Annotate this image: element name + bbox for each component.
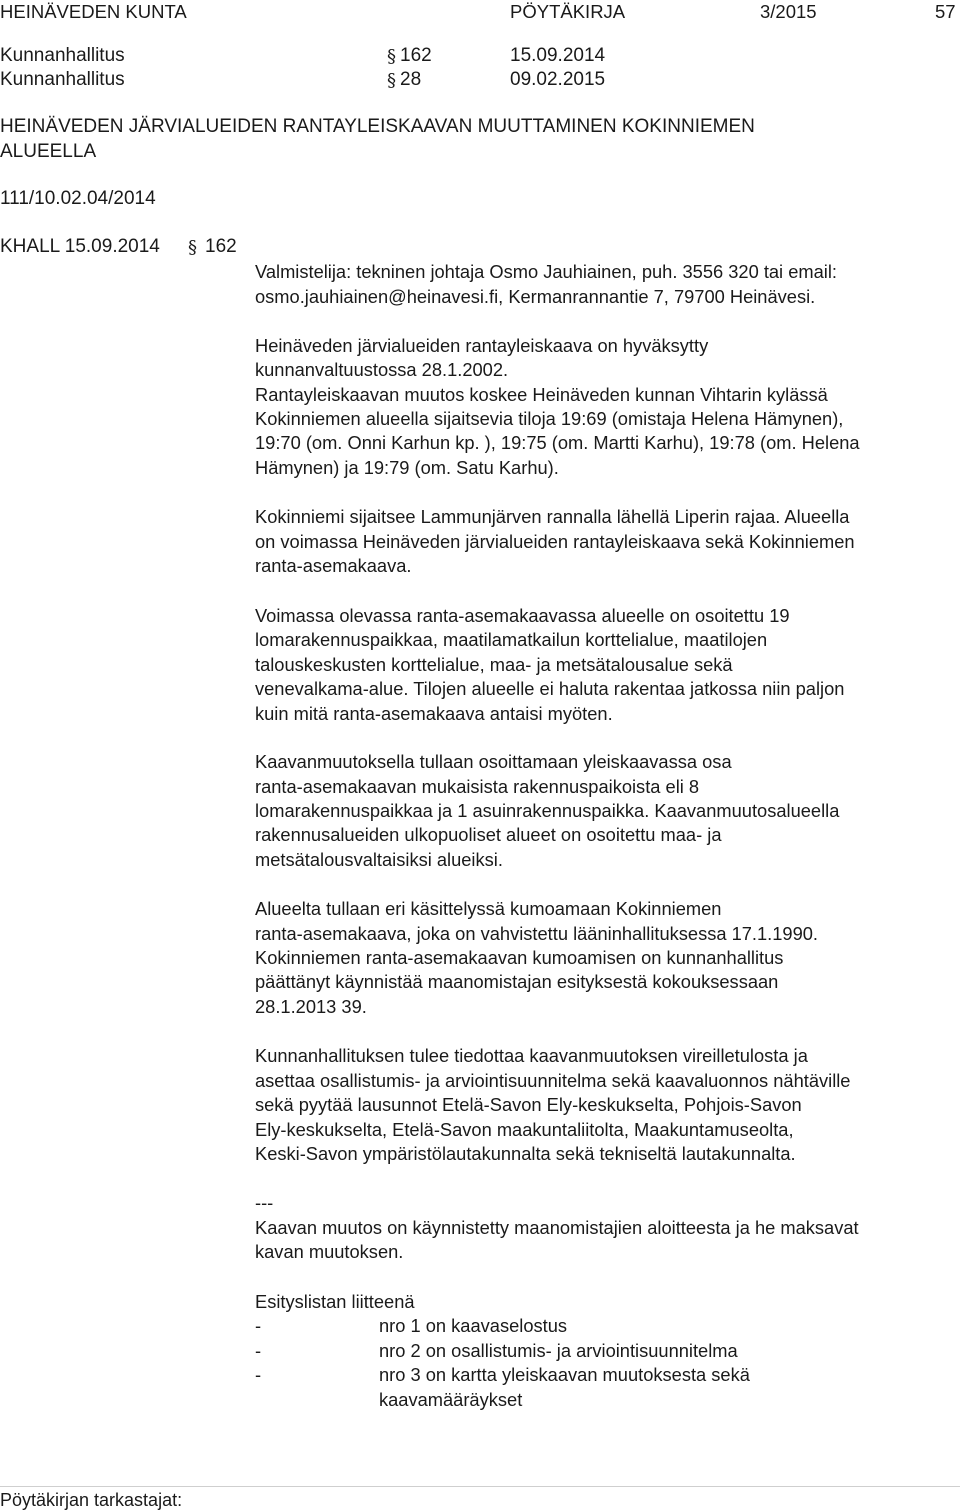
header-issue: 3/2015 (760, 1, 817, 22)
svg-text:§: § (188, 237, 197, 257)
list-dash: - (255, 1315, 262, 1336)
body-line: sekä pyytää lausunnot Etelä-Savon Ely-keskukselta, Pohjois-Savon (255, 1094, 802, 1115)
body-line: talouskeskusten korttelialue, maa- ja metsätalousalue sekä (255, 654, 733, 675)
body-line: kunnanvaltuustossa 28.1.2002. (255, 359, 509, 380)
body-line: Kaavan muutos on käynnistetty maanomistajien aloitteesta ja he maksavat (255, 1217, 859, 1238)
body-line: Kokinniemen alueella sijaitsevia tiloja 19:69 (omistaja Helena Hämynen), (255, 408, 844, 429)
khall-ref: KHALL 15.09.2014 (0, 236, 160, 257)
body-line: kavan muutoksen. (255, 1241, 404, 1262)
meeting-body: Kunnanhallitus (0, 45, 125, 66)
attachment-item: kaavamääräykset (379, 1389, 523, 1410)
body-line: on voimassa Heinäveden järvialueiden rantayleiskaava sekä Kokinniemen (255, 531, 855, 552)
body-line: Valmistelija: tekninen johtaja Osmo Jauhiainen, puh. 3556 320 tai email: (255, 261, 837, 282)
body-line: Rantayleiskaavan muutos koskee Heinäveden kunnan Vihtarin kylässä (255, 384, 828, 405)
body-line: 28.1.2013 39. (255, 996, 367, 1017)
body-line: ranta-asemakaava. (255, 555, 412, 576)
meeting-date: 15.09.2014 (510, 45, 606, 66)
body-line: Hämynen) ja 19:79 (om. Satu Karhu). (255, 457, 559, 478)
case-title: ALUEELLA (0, 141, 97, 162)
section-mark-icon (386, 46, 398, 66)
body-line: Heinäveden järvialueiden rantayleiskaava on hyväksytty (255, 335, 709, 356)
svg-text:§: § (387, 70, 396, 90)
body-line: Voimassa olevassa ranta-asemakaavassa alueelle on osoitettu 19 (255, 605, 790, 626)
list-dash: - (255, 1364, 262, 1385)
footer-label: Pöytäkirjan tarkastajat: (0, 1490, 183, 1510)
khall-section: 162 (205, 236, 237, 257)
separator-text: --- (255, 1192, 274, 1213)
case-title: HEINÄVEDEN JÄRVIALUEIDEN RANTAYLEISKAAVAN MUUTTAMINEN KOKINNIEMEN (0, 116, 755, 137)
body-line: lomarakennuspaikkaa ja 1 asuinrakennuspaikka. Kaavanmuutosalueella (255, 800, 840, 821)
body-line: Kaavanmuutoksella tullaan osoittamaan yleiskaavassa osa (255, 751, 732, 772)
body-line: Kokinniemi sijaitsee Lammunjärven rannalla lähellä Liperin rajaa. Alueella (255, 506, 850, 527)
body-line: osmo.jauhiainen@heinavesi.fi, Kermanrannantie 7, 79700 Heinävesi. (255, 286, 816, 307)
meeting-date: 09.02.2015 (510, 69, 606, 90)
meeting-section: 28 (400, 69, 422, 90)
attachment-item: nro 3 on kartta yleiskaavan muutoksesta sekä (379, 1364, 750, 1385)
section-mark-icon (386, 70, 398, 90)
body-line: Ely-keskukselta, Etelä-Savon maakuntaliitolta, Maakuntamuseolta, (255, 1119, 794, 1140)
attachments-heading: Esityslistan liitteenä (255, 1291, 415, 1312)
body-line: metsätalousvaltaisiksi alueiksi. (255, 849, 503, 870)
meeting-section: 162 (400, 45, 432, 66)
list-dash: - (255, 1340, 262, 1361)
footer-divider (0, 1486, 960, 1487)
body-line: 19:70 (om. Onni Karhun kp. ), 19:75 (om. Martti Karhu), 19:78 (om. Helena (255, 432, 860, 453)
body-line: venevalkama-alue. Tilojen alueelle ei haluta rakentaa jatkossa niin paljon (255, 678, 845, 699)
header-page-number: 57 (935, 1, 956, 22)
body-line: ranta-asemakaava, joka on vahvistettu lääninhallituksessa 17.1.1990. (255, 923, 819, 944)
body-line: Kokinniemen ranta-asemakaavan kumoamisen on kunnanhallitus (255, 947, 784, 968)
body-line: ranta-asemakaavan mukaisista rakennuspaikoista eli 8 (255, 776, 700, 797)
section-mark-icon (187, 237, 199, 257)
svg-text:§: § (387, 46, 396, 66)
body-line: asettaa osallistumis- ja arviointisuunnitelma sekä kaavaluonnos nähtäville (255, 1070, 851, 1091)
meeting-body: Kunnanhallitus (0, 69, 125, 90)
body-line: Alueelta tullaan eri käsittelyssä kumoamaan Kokinniemen (255, 898, 722, 919)
body-line: Keski-Savon ympäristölautakunnalta sekä tekniseltä lautakunnalta. (255, 1143, 796, 1164)
body-line: kuin mitä ranta-asemakaava antaisi myöten. (255, 703, 613, 724)
body-line: lomarakennuspaikkaa, maatilamatkailun korttelialue, maatilojen (255, 629, 768, 650)
attachment-item: nro 1 on kaavaselostus (379, 1315, 568, 1336)
body-line: Kunnanhallituksen tulee tiedottaa kaavanmuutoksen vireilletulosta ja (255, 1045, 808, 1066)
body-line: päättänyt käynnistää maanomistajan esityksestä kokouksessaan (255, 971, 779, 992)
attachment-item: nro 2 on osallistumis- ja arviointisuunnitelma (379, 1340, 738, 1361)
header-doc-type: PÖYTÄKIRJA (510, 1, 626, 22)
body-line: rakennusalueiden ulkopuoliset alueet on osoitettu maa- ja (255, 824, 722, 845)
case-number: 111/10.02.04/2014 (0, 188, 156, 209)
header-org: HEINÄVEDEN KUNTA (0, 1, 187, 22)
